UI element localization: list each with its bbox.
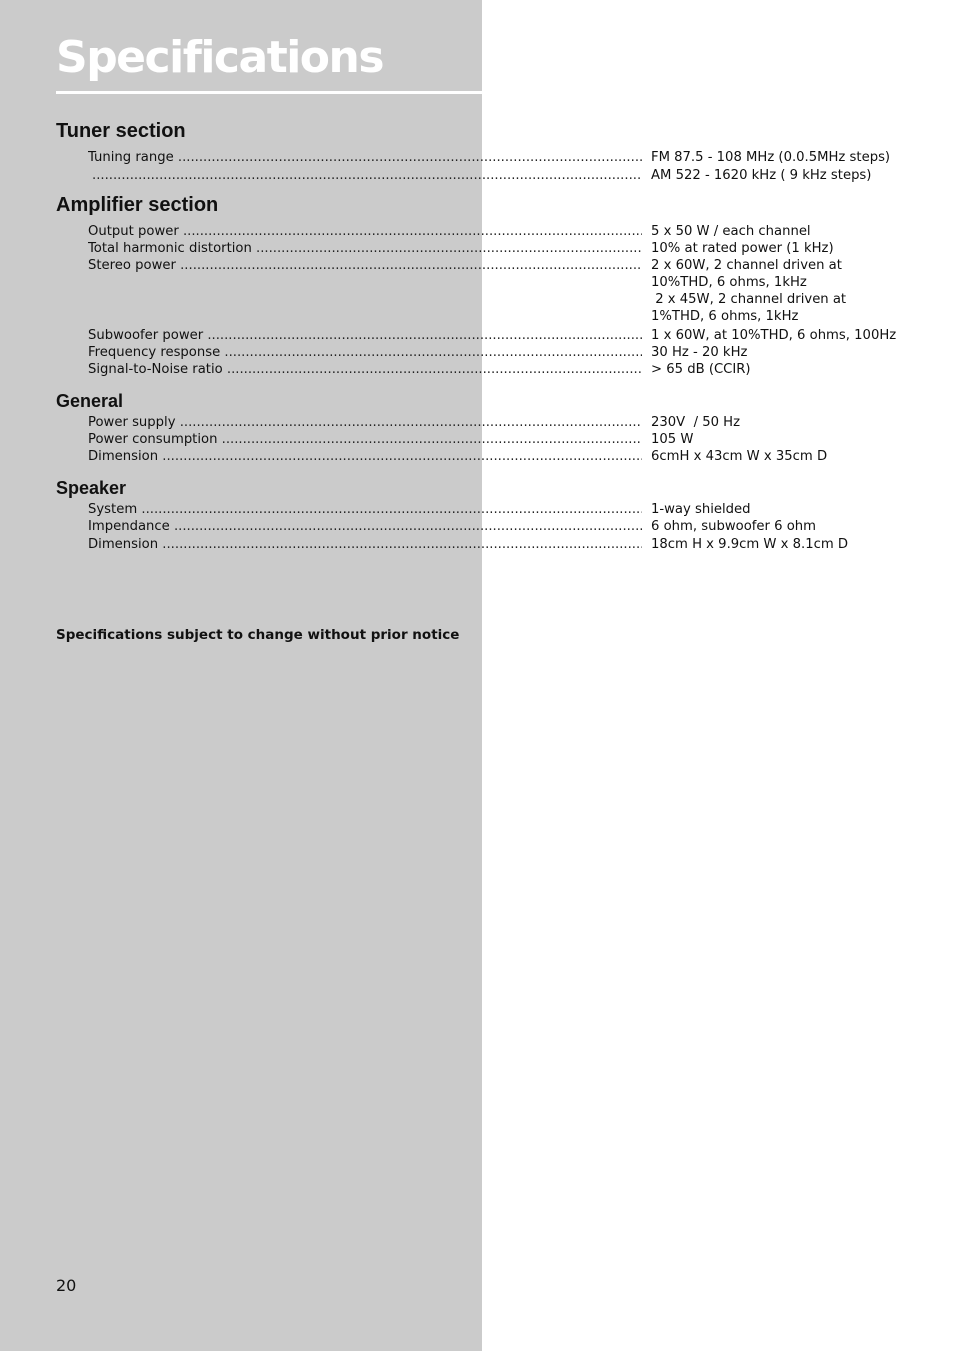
section-heading: Speaker bbox=[56, 478, 127, 498]
specifications-notice: Specifications subject to change without prior notice bbox=[56, 627, 460, 643]
spec-row bbox=[0, 167, 954, 184]
spec-label bbox=[92, 167, 642, 184]
spec-row bbox=[0, 518, 954, 535]
spec-value: 2 x 60W, 2 channel driven at 10%THD, 6 ohms, 1kHz 2 x 45W, 2 channel driven at 1%THD, 6 ohms, 1kHz bbox=[651, 258, 847, 324]
spec-label: Frequency response ..... bbox=[88, 344, 642, 361]
spec-row bbox=[0, 149, 954, 166]
spec-label: Tuning range ..... bbox=[88, 149, 642, 166]
spec-label: Power consumption ..... bbox=[88, 431, 642, 448]
spec-value: 1-way shielded bbox=[651, 502, 751, 517]
spec-row bbox=[0, 344, 954, 361]
spec-row bbox=[0, 257, 954, 324]
spec-row bbox=[0, 327, 954, 344]
page-title: Specifications bbox=[56, 32, 384, 83]
page-number: 20 bbox=[56, 1276, 77, 1295]
spec-value: 6cmH x 43cm W x 35cm D bbox=[651, 449, 828, 464]
spec-value: 18cm H x 9.9cm W x 8.1cm D bbox=[651, 537, 849, 552]
spec-label: Signal-to-Noise ratio ..... bbox=[88, 361, 642, 378]
spec-label: Dimension ..... bbox=[88, 536, 642, 553]
spec-row bbox=[0, 448, 954, 465]
spec-row bbox=[0, 240, 954, 257]
spec-row bbox=[0, 501, 954, 518]
spec-label: Impendance ..... bbox=[88, 518, 642, 535]
spec-row bbox=[0, 536, 954, 553]
spec-value: FM 87.5 - 108 MHz (0.0.5MHz steps) bbox=[651, 150, 891, 165]
spec-label: Stereo power ..... bbox=[88, 257, 642, 274]
spec-row bbox=[0, 223, 954, 240]
spec-value: 230V / 50 Hz bbox=[651, 415, 741, 430]
section-heading: Amplifier section bbox=[56, 194, 219, 216]
section-heading: General bbox=[56, 391, 124, 411]
spec-label: System ..... bbox=[88, 501, 642, 518]
spec-value: 6 ohm, subwoofer 6 ohm bbox=[651, 519, 816, 534]
spec-row bbox=[0, 431, 954, 448]
spec-value: > 65 dB (CCIR) bbox=[651, 362, 751, 377]
spec-label: Output power ..... bbox=[88, 223, 642, 240]
title-divider bbox=[56, 91, 482, 94]
spec-label: Total harmonic distortion ..... bbox=[88, 240, 642, 257]
spec-value: AM 522 - 1620 kHz ( 9 kHz steps) bbox=[651, 168, 872, 183]
spec-value: 1 x 60W, at 10%THD, 6 ohms, 100Hz bbox=[651, 328, 897, 343]
section-heading: Tuner section bbox=[56, 120, 186, 142]
spec-value: 105 W bbox=[651, 432, 694, 447]
spec-label: Dimension ..... bbox=[88, 448, 642, 465]
spec-value: 5 x 50 W / each channel bbox=[651, 224, 811, 239]
spec-value: 30 Hz - 20 kHz bbox=[651, 345, 748, 360]
spec-value: 10% at rated power (1 kHz) bbox=[651, 241, 834, 256]
spec-row bbox=[0, 414, 954, 431]
spec-row bbox=[0, 361, 954, 378]
spec-label: Power supply ..... bbox=[88, 414, 642, 431]
spec-label: Subwoofer power ..... bbox=[88, 327, 642, 344]
